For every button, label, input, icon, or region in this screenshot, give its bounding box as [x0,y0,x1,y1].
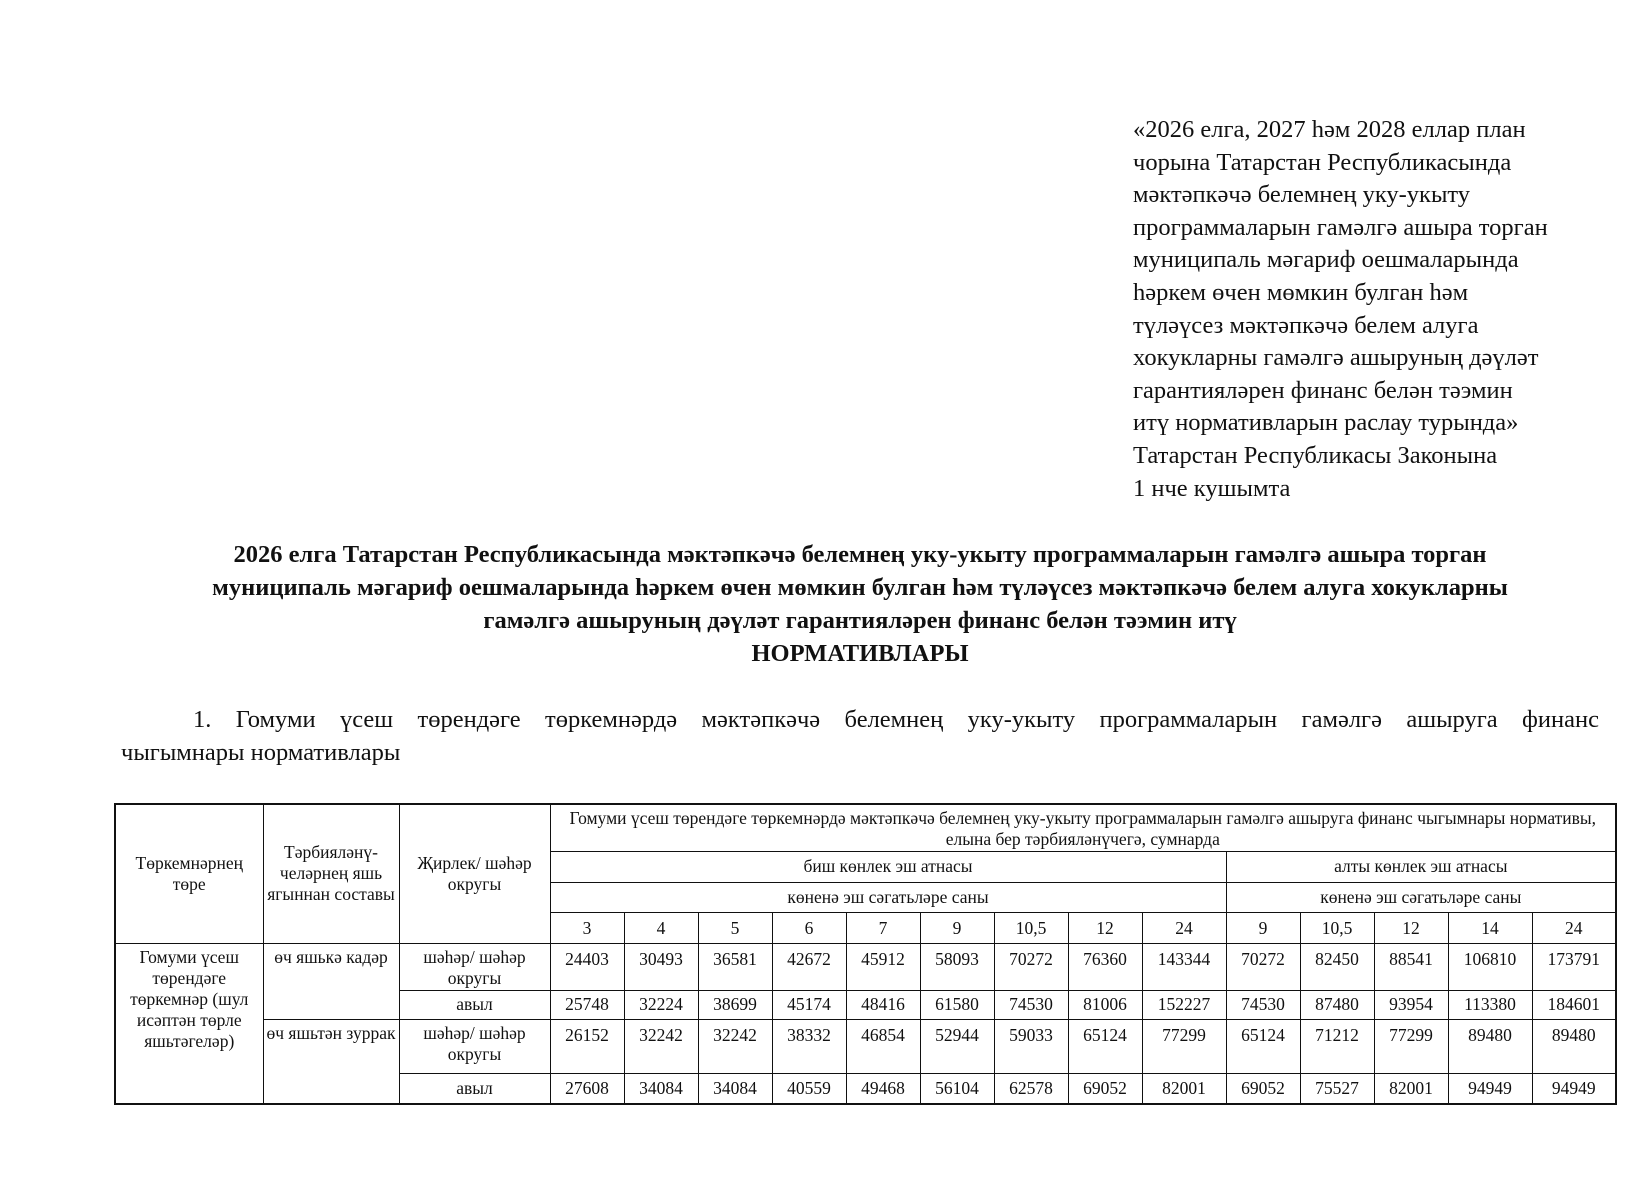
hours-cell: 7 [846,913,920,944]
hours-cell: 4 [624,913,698,944]
value-cell: 38699 [698,991,772,1020]
value-cell: 94949 [1532,1073,1616,1104]
value-cell: 32242 [624,1019,698,1073]
age-cell: өч яшькә кадәр [263,943,399,1019]
annex-line: мәктәпкәчә белемнең уку-укыту [1133,181,1471,209]
hours-cell: 10,5 [1300,913,1374,944]
value-cell: 81006 [1068,991,1142,1020]
value-cell: 45174 [772,991,846,1020]
value-cell: 62578 [994,1073,1068,1104]
value-cell: 82001 [1142,1073,1226,1104]
value-cell: 70272 [1226,943,1300,990]
section-line-2: чыгымнары нормативлары [121,739,401,766]
value-cell: 184601 [1532,991,1616,1020]
section-heading [121,703,1599,769]
annex-line: хокукларны гамәлгә ашыруның дәүләт [1133,344,1539,372]
value-cell: 94949 [1448,1073,1532,1104]
header-age: Тәрбияләнү-челәрнең яшь ягыннан составы [263,804,399,943]
annex-line: программаларын гамәлгә ашыра торган [1133,213,1548,241]
annex-reference-block [1133,114,1633,505]
value-cell: 59033 [994,1019,1068,1073]
value-cell: 77299 [1374,1019,1448,1073]
hours-cell: 12 [1068,913,1142,944]
value-cell: 25748 [550,991,624,1020]
value-cell: 89480 [1448,1019,1532,1073]
header-hours-6: көненә эш сәгатьләре саны [1226,882,1616,913]
place-cell: авыл [399,991,550,1020]
value-cell: 82001 [1374,1073,1448,1104]
header-week-5: биш көнлек эш атнасы [550,852,1226,883]
value-cell: 69052 [1068,1073,1142,1104]
hours-cell: 5 [698,913,772,944]
value-cell: 40559 [772,1073,846,1104]
value-cell: 38332 [772,1019,846,1073]
place-cell: шәһәр/ шәһәр округы [399,1019,550,1073]
value-cell: 65124 [1226,1019,1300,1073]
hours-cell: 10,5 [994,913,1068,944]
value-cell: 82450 [1300,943,1374,990]
value-cell: 26152 [550,1019,624,1073]
header-week-6: алты көнлек эш атнасы [1226,852,1616,883]
hours-cell: 9 [920,913,994,944]
title-heading: НОРМАТИВЛАРЫ [751,640,969,667]
value-cell: 87480 [1300,991,1374,1020]
value-cell: 74530 [994,991,1068,1020]
value-cell: 93954 [1374,991,1448,1020]
annex-line: 1 нче кушымта [1133,474,1291,502]
value-cell: 34084 [624,1073,698,1104]
value-cell: 58093 [920,943,994,990]
title-line: 2026 елга Татарстан Республикасында мәктәпкәчә белемнең уку-укыту программаларын гамәлгә ашыра торган [233,541,1487,568]
value-cell: 113380 [1448,991,1532,1020]
value-cell: 56104 [920,1073,994,1104]
value-cell: 75527 [1300,1073,1374,1104]
value-cell: 65124 [1068,1019,1142,1073]
annex-line: чорына Татарстан Республикасында [1133,148,1512,176]
value-cell: 77299 [1142,1019,1226,1073]
value-cell: 45912 [846,943,920,990]
norms-table [114,803,1617,1105]
value-cell: 24403 [550,943,624,990]
title-line: гамәлгә ашыруның дәүләт гарантияләрен финанс белән тәэмин итү [483,607,1237,634]
document-title [110,538,1610,670]
table-row [115,1019,1616,1073]
age-cell: өч яшьтән зуррак [263,1019,399,1104]
annex-line: муниципаль мәгариф оешмаларында [1133,246,1519,274]
header-main: Гомуми үсеш төрендәге төркемнәрдә мәктәпкәчә белемнең уку-укыту программаларын гамәлгә ашыруга финанс чыгымнары нормативы, елына бер тәрбияләнүчегә, сумнарда [550,804,1616,852]
value-cell: 27608 [550,1073,624,1104]
hours-cell: 6 [772,913,846,944]
value-cell: 76360 [1068,943,1142,990]
value-cell: 36581 [698,943,772,990]
value-cell: 34084 [698,1073,772,1104]
annex-line: итү нормативларын раслау турында» [1133,409,1519,437]
value-cell: 70272 [994,943,1068,990]
place-cell: шәһәр/ шәһәр округы [399,943,550,990]
header-place: Җирлек/ шәһәр округы [399,804,550,943]
section-line-1: 1. Гомуми үсеш төрендәге төркемнәрдә мәктәпкәчә белемнең уку-укыту программаларын гамәлгә ашыруга финанс [193,706,1599,733]
value-cell: 152227 [1142,991,1226,1020]
value-cell: 61580 [920,991,994,1020]
hours-cell: 24 [1142,913,1226,944]
value-cell: 32242 [698,1019,772,1073]
table-row [115,943,1616,990]
annex-line: гарантияләрен финанс белән тәэмин [1133,376,1513,404]
annex-line: түләүсез мәктәпкәчә белем алуга [1133,311,1479,339]
hours-cell: 12 [1374,913,1448,944]
value-cell: 52944 [920,1019,994,1073]
header-group-type: Төркемнәрнең төре [115,804,263,943]
value-cell: 88541 [1374,943,1448,990]
annex-line: «2026 елга, 2027 һәм 2028 еллар план [1133,116,1526,143]
annex-line: Татарстан Республикасы Законына [1133,441,1498,469]
value-cell: 42672 [772,943,846,990]
value-cell: 49468 [846,1073,920,1104]
value-cell: 71212 [1300,1019,1374,1073]
hours-cell: 9 [1226,913,1300,944]
value-cell: 143344 [1142,943,1226,990]
hours-cell: 3 [550,913,624,944]
hours-cell: 24 [1532,913,1616,944]
value-cell: 32224 [624,991,698,1020]
title-line: муниципаль мәгариф оешмаларында һәркем өчен мөмкин булган һәм түләүсез мәктәпкәчә белем алуга хокукларны [212,574,1508,601]
value-cell: 89480 [1532,1019,1616,1073]
header-hours-5: көненә эш сәгатьләре саны [550,882,1226,913]
value-cell: 46854 [846,1019,920,1073]
group-type-cell: Гомуми үсеш төрендәге төркемнәр (шул исәптән төрле яшьтәгеләр) [115,943,263,1104]
hours-cell: 14 [1448,913,1532,944]
value-cell: 106810 [1448,943,1532,990]
value-cell: 74530 [1226,991,1300,1020]
value-cell: 48416 [846,991,920,1020]
value-cell: 30493 [624,943,698,990]
place-cell: авыл [399,1073,550,1104]
value-cell: 173791 [1532,943,1616,990]
value-cell: 69052 [1226,1073,1300,1104]
annex-line: һәркем өчен мөмкин булган һәм [1133,278,1469,306]
